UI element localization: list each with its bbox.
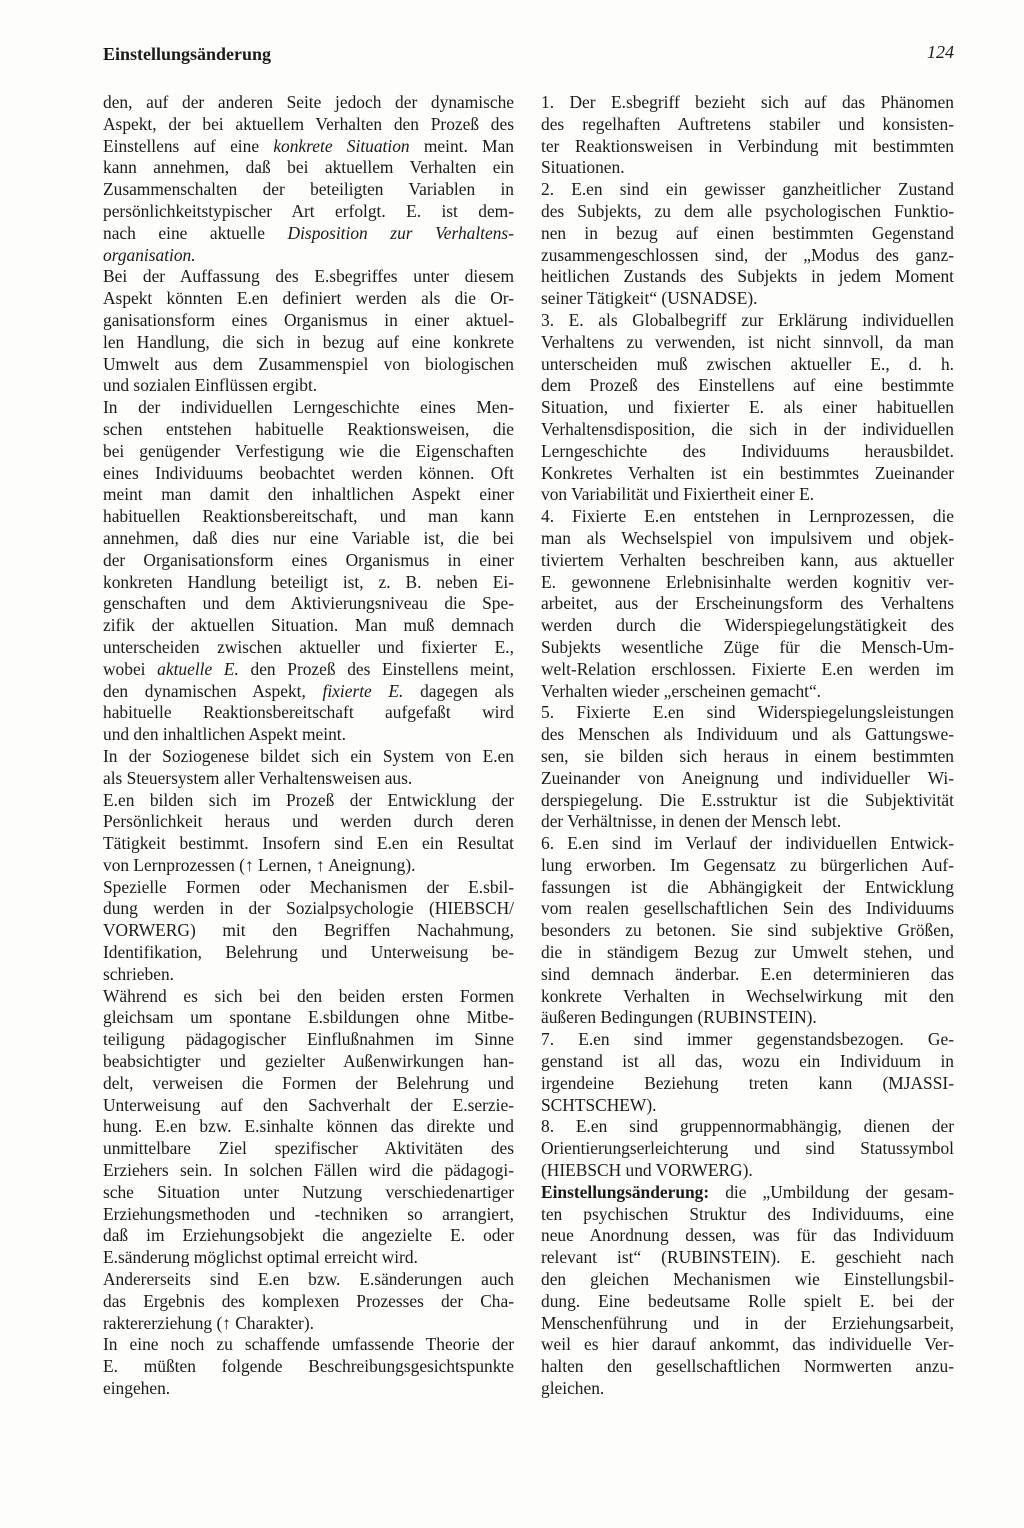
text-line: eingehen. xyxy=(103,1378,171,1399)
text-line: 5. Fixierte E.en sind Widerspiegelungsleistungen xyxy=(541,702,954,723)
text-line: derspiegelung. Die E.sstruktur ist die Subjektivität xyxy=(541,789,954,810)
text-line: 7. E.en sind immer gegenstandsbezogen. Ge- xyxy=(541,1029,954,1050)
text-line: beabsichtigter und gezielter Außenwirkungen han- xyxy=(103,1051,514,1072)
text-line: Während es sich bei den beiden ersten Formen xyxy=(103,985,514,1006)
text-line: schen entstehen habituelle Reaktionsweisen, die xyxy=(103,418,514,439)
text-line: nen in bezug auf einen bestimmten Gegenstand xyxy=(541,222,954,243)
text-line: Identifikation, Belehrung und Unterweisung be- xyxy=(103,942,514,963)
text-line: arbeitet, aus der Erscheinungsform des Verhaltens xyxy=(541,593,954,614)
text-line: E. gewonnene Erlebnisinhalte werden kognitiv ver- xyxy=(541,571,954,592)
text-line: sen, sie bilden sich heraus in einem bestimmten xyxy=(541,745,954,766)
text-segment: dagegen als xyxy=(403,680,514,701)
text-line: konkrete Verhalten in Wechselwirkung mit den xyxy=(541,985,954,1006)
text-line: ganisationsform eines Organismus in einer aktuel- xyxy=(103,309,514,330)
text-line: Verhaltensdisposition, die sich in der individuellen xyxy=(541,418,954,439)
page-number: 124 xyxy=(927,42,954,62)
text-line: fassungen ist die Abhängigkeit der Entwicklung xyxy=(541,876,954,897)
text-line: Zueinander von Aneignung und individueller Wi- xyxy=(541,767,954,788)
text-line: In eine noch zu schaffende umfassende Theorie der xyxy=(103,1334,514,1355)
text-line: In der Soziogenese bildet sich ein System von E.en xyxy=(103,745,514,766)
text-segment: die „Umbildung der gesam- xyxy=(709,1181,954,1202)
text-line: Umwelt aus dem Zusammenspiel von biologischen xyxy=(103,353,514,374)
text-line xyxy=(103,681,514,703)
text-line: 2. E.en sind ein gewisser ganzheitlicher Zustand xyxy=(541,179,954,200)
text-line: schrieben. xyxy=(103,963,174,984)
text-segment: nach eine aktuelle xyxy=(103,222,288,243)
text-line: teiligung pädagogischer Einflußnahmen im Sinne xyxy=(103,1029,514,1050)
text-line: Bei der Auffassung des E.sbegriffes unter diesem xyxy=(103,266,514,287)
text-line: des regelhaften Auftretens stabiler und konsisten- xyxy=(541,113,954,134)
text-segment: Einstellens auf eine xyxy=(103,135,274,156)
text-line: len Handlung, die sich in bezug auf eine konkrete xyxy=(103,331,514,352)
text-line xyxy=(103,245,514,267)
text-line: relevant ist“ (RUBINSTEIN). E. geschieht nach xyxy=(541,1247,954,1268)
text-line: und den inhaltlichen Aspekt meint. xyxy=(103,724,346,745)
text-line: werden durch die Widerspiegelungstätigkeit des xyxy=(541,615,954,636)
text-line: E.en bilden sich im Prozeß der Entwicklung der xyxy=(103,789,514,810)
text-line: Aspekt, der bei aktuellem Verhalten den Prozeß des xyxy=(103,113,514,134)
text-line: habituellen Reaktionsbereitschaft, und man kann xyxy=(103,506,514,527)
text-line: des Menschen als Individuum und als Gattungswe- xyxy=(541,724,954,745)
text-line: halten den gesellschaftlichen Normwerten anzu- xyxy=(541,1356,954,1377)
text-line: Persönlichkeit heraus und werden durch deren xyxy=(103,811,514,832)
text-line: welt-Relation erschlossen. Fixierte E.en werden im xyxy=(541,658,954,679)
text-line xyxy=(541,1182,954,1204)
bold-term: Einstellungsänderung: xyxy=(541,1181,710,1202)
text-line: 4. Fixierte E.en entstehen in Lernprozessen, die xyxy=(541,506,954,527)
text-segment: den dynamischen Aspekt, xyxy=(103,680,323,701)
text-line: der Verhältnisse, in denen der Mensch lebt. xyxy=(541,811,842,832)
text-line: sind demnach änderbar. E.en determinieren das xyxy=(541,963,954,984)
text-line: genschaften und dem Aktivierungsniveau die Spe- xyxy=(103,593,514,614)
text-line: Erziehungsmethoden und -techniken so arrangiert, xyxy=(103,1203,514,1224)
italic-term: Disposition zur Verhaltens- xyxy=(287,222,514,243)
italic-term: konkrete Situation xyxy=(273,135,410,156)
text-line: unterscheiden muß zwischen aktueller E., d. h. xyxy=(541,353,954,374)
text-line: 1. Der E.sbegriff bezieht sich auf das Phänomen xyxy=(541,92,954,112)
text-line: man als Wechselspiel von impulsivem und objek- xyxy=(541,527,954,548)
italic-term: organisation. xyxy=(103,244,196,265)
text-line: den gleichen Mechanismen wie Einstellungsbil- xyxy=(541,1269,954,1290)
text-line xyxy=(103,136,514,158)
text-line: In der individuellen Lerngeschichte eines Men- xyxy=(103,397,514,418)
text-line: Menschenführung und in der Erziehungsarbeit, xyxy=(541,1312,954,1333)
text-line: zifik der aktuellen Situation. Man muß demnach xyxy=(103,615,514,636)
text-line: Subjekts wesentliche Züge für die Mensch-Um- xyxy=(541,636,954,657)
text-line: Situation, und fixierter E. als einer habituellen xyxy=(541,397,954,418)
text-segment: wobei xyxy=(103,658,158,679)
text-line: besonders zu betonen. Sie sind subjektive Größen, xyxy=(541,920,954,941)
text-line: E. müßten folgende Beschreibungsgesichtspunkte xyxy=(103,1356,514,1377)
italic-term: aktuelle E. xyxy=(157,658,239,679)
text-line: weil es hier darauf ankommt, das individuelle Ver- xyxy=(541,1334,954,1355)
text-line: Verhalten wieder „erscheinen gemacht“. xyxy=(541,680,822,701)
text-line: bei genügender Verfestigung wie die Eigenschaften xyxy=(103,440,514,461)
text-line: SCHTSCHEW). xyxy=(541,1094,657,1115)
text-line: annehmen, daß dies nur eine Variable ist, die bei xyxy=(103,527,514,548)
text-line: genstand ist all das, wozu ein Individuum in xyxy=(541,1051,954,1072)
text-line: gleichen. xyxy=(541,1378,605,1399)
text-line xyxy=(103,223,514,245)
text-line: unterscheiden zwischen aktueller und fixierter E., xyxy=(103,636,514,657)
text-line: sche Situation unter Nutzung verschiedenartiger xyxy=(103,1181,514,1202)
text-line: Orientierungserleichterung und sind Statussymbol xyxy=(541,1138,954,1159)
text-line: tiviertem Verhalten beschreiben kann, aus aktueller xyxy=(541,549,954,570)
text-line: Unterweisung auf den Sachverhalt der E.serzie- xyxy=(103,1094,514,1115)
text-line: Andererseits sind E.en bzw. E.sänderungen auch xyxy=(103,1269,514,1290)
right-column xyxy=(541,92,954,1400)
text-line: Konkretes Verhalten ist ein bestimmtes Zueinander xyxy=(541,462,954,483)
text-line: kann annehmen, daß bei aktuellem Verhalten ein xyxy=(103,157,514,178)
text-line: delt, verweisen die Formen der Belehrung und xyxy=(103,1072,514,1093)
italic-term: fixierte E. xyxy=(322,680,404,701)
text-line: zusammengeschlossen sind, der „Modus des ganz- xyxy=(541,244,954,265)
text-line: persönlichkeitstypischer Art erfolgt. E. ist dem- xyxy=(103,200,514,221)
text-line: Lerngeschichte des Individuums herausbildet. xyxy=(541,440,954,461)
text-line: raktererziehung (↑ Charakter). xyxy=(103,1312,314,1333)
text-line: unmittelbare Ziel spezifischer Aktivitäten des xyxy=(103,1138,514,1159)
text-line: den, auf der anderen Seite jedoch der dynamische xyxy=(103,92,514,112)
text-line: hung. E.en bzw. E.sinhalte können das direkte und xyxy=(103,1116,514,1137)
text-line: 3. E. als Globalbegriff zur Erklärung individuellen xyxy=(541,309,954,330)
text-line: gleichsam um spontane E.sbildungen ohne Mitbe- xyxy=(103,1007,514,1028)
text-line: habituelle Reaktionsbereitschaft aufgefaßt wird xyxy=(103,702,514,723)
text-line: dung. Eine bedeutsame Rolle spielt E. bei der xyxy=(541,1290,954,1311)
text-line: dung werden in der Sozialpsychologie (HIEBSCH/ xyxy=(103,898,514,919)
text-line: ter Reaktionsweisen in Verbindung mit bestimmten xyxy=(541,135,954,156)
text-line: Aspekt könnten E.en definiert werden als die Or- xyxy=(103,288,514,309)
text-line: die in ständigem Bezug zur Umwelt stehen, und xyxy=(541,942,954,963)
text-line: meint man damit den inhaltlichen Aspekt einer xyxy=(103,484,514,505)
text-line: VORWERG) mit den Begriffen Nachahmung, xyxy=(103,920,514,941)
text-line: Erziehers sein. In solchen Fällen wird die pädagogi- xyxy=(103,1160,514,1181)
text-line: (HIEBSCH und VORWERG). xyxy=(541,1160,753,1181)
text-line: ten psychischen Struktur des Individuums, eine xyxy=(541,1203,954,1224)
text-line: und sozialen Einflüssen ergibt. xyxy=(103,375,318,396)
text-line: eines Individuums beobachtet werden können. Oft xyxy=(103,462,514,483)
text-line: vom realen gesellschaftlichen Sein des Individuums xyxy=(541,898,954,919)
text-line xyxy=(103,659,514,681)
text-line: dem Prozeß des Einstellens auf eine bestimmte xyxy=(541,375,954,396)
text-line: 6. E.en sind im Verlauf der individuellen Entwick- xyxy=(541,833,954,854)
text-line: Verhaltens zu verwenden, ist nicht sinnvoll, da man xyxy=(541,331,954,352)
text-line: von Variabilität und Fixiertheit einer E. xyxy=(541,484,815,505)
left-column xyxy=(103,92,514,1400)
text-line: äußeren Bedingungen (RUBINSTEIN). xyxy=(541,1007,817,1028)
text-line: seiner Tätigkeit“ (USNADSE). xyxy=(541,288,758,309)
text-line: Spezielle Formen oder Mechanismen der E.sbil- xyxy=(103,876,514,897)
text-line: daß im Erziehungsobjekt die angezielte E. oder xyxy=(103,1225,514,1246)
text-line: konkreten Handlung beteiligt ist, z. B. neben Ei- xyxy=(103,571,514,592)
text-line: das Ergebnis des komplexen Prozesses der Cha- xyxy=(103,1290,514,1311)
text-line: von Lernprozessen (↑ Lernen, ↑ Aneignung). xyxy=(103,854,416,875)
text-line: neue Anordnung dessen, was für das Individuum xyxy=(541,1225,954,1246)
text-line: als Steuersystem aller Verhaltensweisen aus. xyxy=(103,767,413,788)
text-line: E.sänderung möglichst optimal erreicht wird. xyxy=(103,1247,418,1268)
text-line: Tätigkeit bestimmt. Insofern sind E.en ein Resultat xyxy=(103,833,514,854)
text-line: irgendeine Beziehung treten kann (MJASSI- xyxy=(541,1072,954,1093)
text-line: lung erworben. Im Gegensatz zu bürgerlichen Auf- xyxy=(541,854,954,875)
text-line: Situationen. xyxy=(541,157,625,178)
text-line: 8. E.en sind gruppennormabhängig, dienen der xyxy=(541,1116,954,1137)
text-segment: den Prozeß des Einstellens meint, xyxy=(238,658,514,679)
text-line: der Organisationsform eines Organismus in einer xyxy=(103,549,514,570)
text-segment: meint. Man xyxy=(409,135,514,156)
text-line: heitlichen Zustands des Subjekts in jedem Moment xyxy=(541,266,954,287)
running-head: Einstellungsänderung xyxy=(103,44,272,64)
text-line: des Subjekts, zu dem alle psychologischen Funktio- xyxy=(541,200,954,221)
text-line: Zusammenschalten der beteiligten Variablen in xyxy=(103,179,514,200)
